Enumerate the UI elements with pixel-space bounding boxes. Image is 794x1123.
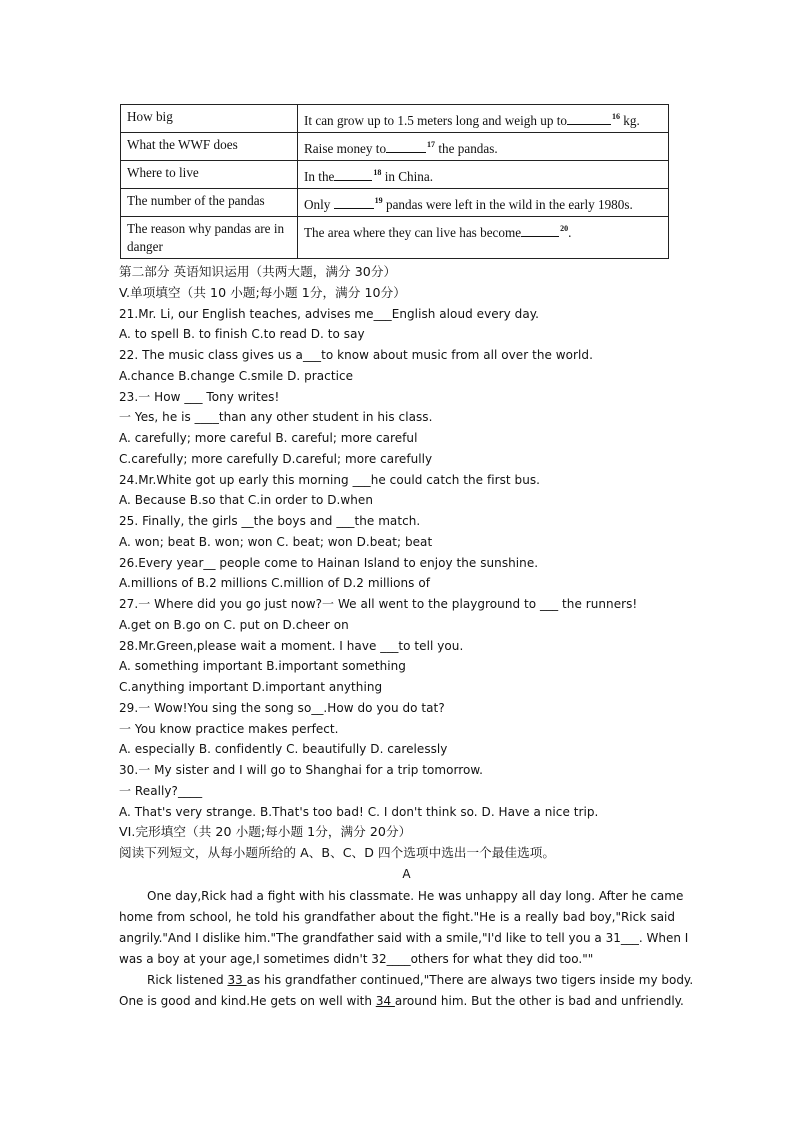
passage-line: Rick listened 33 as his grandfather continued,"There are always two tigers inside my body.: [147, 973, 694, 987]
table-label: What the WWF does: [121, 133, 298, 161]
blank-number: 33: [227, 973, 247, 987]
passage-label: A: [402, 866, 411, 881]
table-label: How big: [121, 105, 298, 133]
question-line: 一 Yes, he is ____than any other student in his class.: [119, 410, 433, 425]
options-line: A. That's very strange. B.That's too bad! C. I don't think so. D. Have a nice trip.: [119, 804, 599, 819]
question-line: 21.Mr. Li, our English teaches, advises me___English aloud every day.: [119, 306, 540, 321]
options-line: A. won; beat B. won; won C. beat; won D.beat; beat: [119, 534, 433, 549]
options-line: C.anything important D.important anything: [119, 680, 383, 694]
section-heading: VI.完形填空（共 20 小题;每小题 1分，满分 20分）: [119, 824, 412, 840]
instructions: 阅读下列短文，从每小题所给的 A、B、C、D 四个选项中选出一个最佳选项。: [119, 845, 556, 860]
question-line: 24.Mr.White got up early this morning ___he could catch the first bus.: [119, 472, 541, 487]
question-line: 22. The music class gives us a___to know about music from all over the world.: [119, 348, 593, 362]
blank-number: 34: [375, 994, 395, 1008]
passage-line: One day,Rick had a fight with his classmate. He was unhappy all day long. After he came: [147, 889, 684, 903]
info-table: [120, 104, 669, 259]
options-line: C.carefully; more carefully D.careful; more carefully: [119, 451, 433, 466]
table-row: [121, 105, 669, 133]
options-line: A. Because B.so that C.in order to D.when: [119, 493, 374, 508]
options-line: A.millions of B.2 millions C.million of D.2 millions of: [119, 576, 430, 591]
passage: [119, 886, 694, 1012]
table-label: The number of the pandas: [121, 189, 298, 217]
options-line: A. to spell B. to finish C.to read D. to say: [119, 327, 365, 342]
section-heading: V.单项填空（共 10 小题;每小题 1分，满分 10分）: [119, 284, 406, 300]
passage-line: angrily."And I dislike him."The grandfather said with a smile,"I'd like to tell you a 31___. When I: [119, 931, 689, 945]
question-line: 27.一 Where did you go just now?一 We all went to the playground to ___ the runners!: [119, 597, 638, 611]
question-list: [119, 262, 689, 885]
options-line: A. something important B.important something: [119, 659, 406, 674]
question-line: 28.Mr.Green,please wait a moment. I have ___to tell you.: [119, 638, 464, 653]
table-value: Raise money to $^{17}$ the pandas.: [298, 133, 669, 161]
table-row: [121, 161, 669, 189]
table-label: Where to live: [121, 161, 298, 189]
table-value: The area where they can live has become $^{20}$.: [298, 217, 669, 259]
options-line: A. especially B. confidently C. beautifully D. carelessly: [119, 742, 448, 757]
table-value: It can grow up to 1.5 meters long and weigh up to $^{16}$ kg.: [298, 105, 669, 133]
section-heading: 第二部分 英语知识运用（共两大题，满分 30分）: [119, 264, 397, 279]
question-line: 30.一 My sister and I will go to Shanghai for a trip tomorrow.: [119, 763, 484, 777]
table-value: In the $^{18}$ in China.: [298, 161, 669, 189]
table-row: [121, 189, 669, 217]
table-row: [121, 217, 669, 259]
passage-line: home from school, he told his grandfather about the fight."He is a really bad boy,"Rick said: [119, 910, 675, 924]
question-line: 23.一 How ___ Tony writes!: [119, 389, 280, 404]
question-line: 25. Finally, the girls __the boys and ___the match.: [119, 514, 421, 528]
options-line: A.chance B.change C.smile D. practice: [119, 368, 354, 383]
passage-line: One is good and kind.He gets on well with 34 around him. But the other is bad and unfriendly.: [119, 994, 684, 1008]
question-line: 一 You know practice makes perfect.: [119, 721, 339, 736]
question-line: 29.一 Wow!You sing the song so__.How do you do tat?: [119, 700, 445, 715]
table-row: [121, 133, 669, 161]
question-line: 一 Really?____: [119, 783, 203, 798]
question-line: 26.Every year__ people come to Hainan Island to enjoy the sunshine.: [119, 555, 539, 570]
passage-line: was a boy at your age,I sometimes didn't 32____others for what they did too."": [119, 952, 594, 966]
table-label: The reason why pandas are in danger: [121, 217, 298, 259]
options-line: A. carefully; more careful B. careful; more careful: [119, 431, 418, 445]
options-line: A.get on B.go on C. put on D.cheer on: [119, 617, 349, 632]
table-value: Only $^{19}$ pandas were left in the wild in the early 1980s.: [298, 189, 669, 217]
